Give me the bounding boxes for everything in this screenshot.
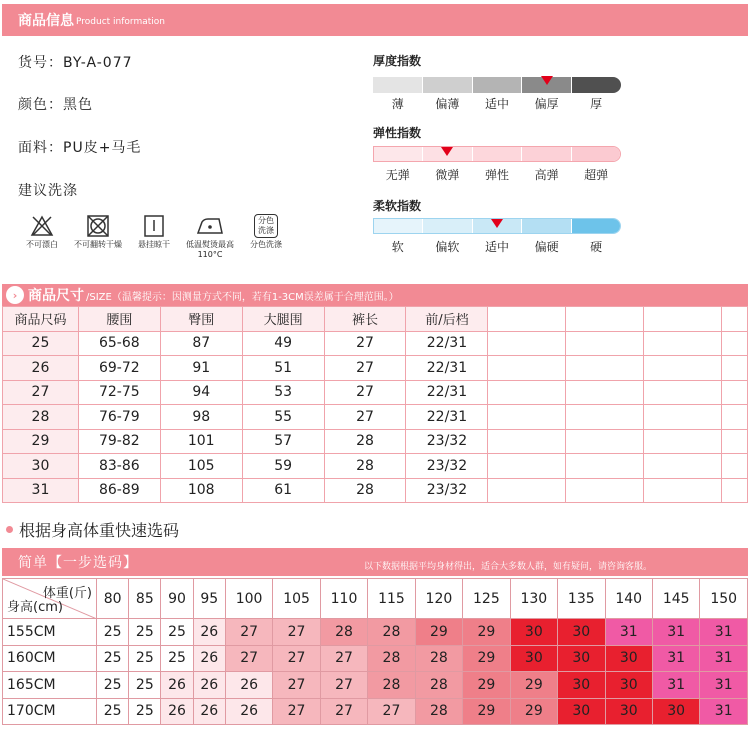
- size-column-header: 大腿围: [242, 307, 324, 332]
- size-cell: 98: [160, 405, 242, 430]
- index-label: 偏软: [435, 240, 460, 254]
- index-label: 高弹: [534, 168, 559, 182]
- index-label: 硬: [590, 240, 603, 254]
- size-result-cell: 28: [415, 672, 462, 699]
- index-segment: [572, 147, 620, 161]
- table-row: [3, 429, 748, 454]
- thickness-marker-icon: [541, 76, 553, 85]
- size-cell: 28: [324, 478, 406, 503]
- size-result-cell: 31: [652, 645, 699, 672]
- size-column-header: [566, 307, 644, 332]
- size-result-cell: 29: [510, 672, 557, 699]
- no-tumble-dry-icon: [85, 214, 111, 238]
- softness-index-title: 柔软指数: [373, 199, 422, 213]
- table-row: [3, 645, 748, 672]
- separate-wash-icon: 分色洗涤: [254, 214, 278, 238]
- item-number: 货号：BY-A-077: [18, 55, 133, 71]
- index-label: 适中: [484, 240, 509, 254]
- size-result-cell: 30: [652, 698, 699, 725]
- care-label: 悬挂晾干: [138, 240, 170, 249]
- size-cell: [566, 429, 644, 454]
- size-header: [2, 284, 748, 306]
- care-icons: [14, 214, 294, 260]
- size-result-cell: 28: [368, 619, 415, 646]
- size-result-cell: 25: [129, 645, 161, 672]
- size-column-header: 商品尺码: [3, 307, 79, 332]
- size-result-cell: 29: [463, 698, 510, 725]
- size-result-cell: 30: [605, 672, 652, 699]
- size-cell: [644, 429, 722, 454]
- size-cell: 29: [3, 429, 79, 454]
- table-row: [3, 454, 748, 479]
- weight-cell: 150: [700, 579, 748, 619]
- size-cell: 51: [242, 356, 324, 381]
- size-result-cell: 27: [225, 645, 272, 672]
- size-cell: [566, 478, 644, 503]
- hang-dry-icon: [141, 214, 167, 238]
- size-cell: [488, 356, 566, 381]
- care-label: 不可翻转干燥: [74, 240, 122, 249]
- size-cell: 23/32: [406, 429, 488, 454]
- size-result-cell: 27: [273, 672, 320, 699]
- size-cell: [488, 429, 566, 454]
- size-cell: 83-86: [78, 454, 160, 479]
- product-info-subtitle: Product information: [76, 17, 165, 27]
- item-material: 面料：PU皮+马毛: [18, 140, 142, 156]
- care-item-no-bleach: [14, 214, 70, 260]
- elasticity-index-bar: [373, 146, 621, 162]
- index-segment: [373, 77, 423, 93]
- size-result-cell: 30: [605, 645, 652, 672]
- size-result-cell: 29: [510, 698, 557, 725]
- table-row: [3, 356, 748, 381]
- quick-select-bar: [2, 548, 748, 576]
- low-iron-icon: [195, 214, 225, 238]
- size-cell: [644, 478, 722, 503]
- weight-cell: 95: [193, 579, 225, 619]
- size-cell: 28: [3, 405, 79, 430]
- size-cell: [721, 356, 747, 381]
- height-cell: 155CM: [3, 619, 97, 646]
- height-cell: 170CM: [3, 698, 97, 725]
- size-result-cell: 28: [415, 698, 462, 725]
- index-segment: [572, 219, 620, 233]
- size-column-header: [721, 307, 747, 332]
- weight-cell: 105: [273, 579, 320, 619]
- weight-cell: 125: [463, 579, 510, 619]
- size-cell: [488, 454, 566, 479]
- weight-cell: 120: [415, 579, 462, 619]
- size-cell: 23/32: [406, 454, 488, 479]
- size-result-cell: 27: [320, 698, 367, 725]
- height-cell: 160CM: [3, 645, 97, 672]
- size-column-header: [644, 307, 722, 332]
- size-result-cell: 30: [605, 698, 652, 725]
- product-info-title: 商品信息: [18, 13, 74, 29]
- size-cell: 27: [324, 380, 406, 405]
- size-cell: [721, 478, 747, 503]
- index-segment: [473, 147, 522, 161]
- weight-cell: 90: [161, 579, 193, 619]
- size-cell: [644, 356, 722, 381]
- size-cell: [566, 405, 644, 430]
- table-row: [3, 698, 748, 725]
- index-label: 无弹: [385, 168, 410, 182]
- size-cell: 91: [160, 356, 242, 381]
- table-row: [3, 380, 748, 405]
- size-cell: 30: [3, 454, 79, 479]
- size-cell: [644, 380, 722, 405]
- elasticity-index-title: 弹性指数: [373, 126, 422, 140]
- elasticity-index-labels: [373, 166, 621, 183]
- size-cell: 22/31: [406, 331, 488, 356]
- size-cell: [566, 331, 644, 356]
- thickness-index-title: 厚度指数: [373, 54, 422, 68]
- size-result-cell: 27: [368, 698, 415, 725]
- weight-cell: 145: [652, 579, 699, 619]
- size-cell: 76-79: [78, 405, 160, 430]
- size-cell: 25: [3, 331, 79, 356]
- size-cell: 61: [242, 478, 324, 503]
- size-cell: 23/32: [406, 478, 488, 503]
- size-column-header: 裤长: [324, 307, 406, 332]
- size-result-cell: 31: [652, 672, 699, 699]
- index-segment: [423, 77, 473, 93]
- size-result-cell: 27: [273, 619, 320, 646]
- thickness-index-bar: [373, 77, 621, 93]
- size-cell: 27: [324, 405, 406, 430]
- size-cell: 27: [324, 356, 406, 381]
- size-cell: [488, 380, 566, 405]
- bullet-icon: [6, 526, 13, 533]
- size-result-cell: 26: [161, 698, 193, 725]
- weight-cell: 85: [129, 579, 161, 619]
- size-table: [2, 306, 748, 503]
- table-corner: [3, 579, 97, 619]
- size-result-cell: 25: [97, 698, 129, 725]
- size-note: /SIZE（温馨提示：因测量方式不同，若有1-3CM误差属于合理范围。）: [86, 291, 399, 303]
- size-cell: 57: [242, 429, 324, 454]
- weight-cell: 130: [510, 579, 557, 619]
- size-result-cell: 30: [510, 645, 557, 672]
- size-cell: 108: [160, 478, 242, 503]
- size-cell: [644, 331, 722, 356]
- size-cell: [721, 331, 747, 356]
- care-label: 不可漂白: [26, 240, 58, 249]
- table-row: [3, 478, 748, 503]
- size-result-cell: 25: [97, 672, 129, 699]
- size-cell: 105: [160, 454, 242, 479]
- size-result-cell: 31: [652, 619, 699, 646]
- size-cell: 79-82: [78, 429, 160, 454]
- index-label: 超弹: [584, 168, 609, 182]
- size-cell: [644, 454, 722, 479]
- product-info-header: [2, 4, 748, 36]
- size-column-header: [488, 307, 566, 332]
- size-result-cell: 26: [225, 698, 272, 725]
- index-label: 厚: [590, 97, 603, 111]
- index-label: 偏硬: [534, 240, 559, 254]
- size-cell: 72-75: [78, 380, 160, 405]
- weight-cell: 135: [558, 579, 605, 619]
- size-cell: 86-89: [78, 478, 160, 503]
- size-result-cell: 26: [193, 698, 225, 725]
- index-segment: [522, 147, 571, 161]
- size-result-cell: 27: [273, 698, 320, 725]
- size-result-cell: 25: [97, 645, 129, 672]
- size-cell: 49: [242, 331, 324, 356]
- quick-select-title-text: 根据身高体重快速选码: [19, 521, 180, 540]
- care-item-no-tumble-dry: [70, 214, 126, 260]
- index-segment: [522, 219, 571, 233]
- size-cell: [721, 429, 747, 454]
- size-result-cell: 30: [558, 698, 605, 725]
- size-cell: 59: [242, 454, 324, 479]
- care-item-hang-dry: [126, 214, 182, 260]
- size-cell: 27: [3, 380, 79, 405]
- weight-cell: 110: [320, 579, 367, 619]
- size-cell: 22/31: [406, 405, 488, 430]
- size-result-cell: 28: [415, 645, 462, 672]
- softness-marker-icon: [491, 219, 503, 228]
- size-result-cell: 30: [558, 619, 605, 646]
- index-label: 微弹: [435, 168, 460, 182]
- size-result-cell: 30: [510, 619, 557, 646]
- index-label: 偏厚: [534, 97, 559, 111]
- index-label: 软: [391, 240, 404, 254]
- size-result-cell: 31: [700, 645, 748, 672]
- size-result-cell: 28: [368, 672, 415, 699]
- size-result-cell: 31: [700, 698, 748, 725]
- height-label: 身高(cm): [7, 600, 63, 615]
- size-result-cell: 31: [605, 619, 652, 646]
- size-result-cell: 27: [320, 672, 367, 699]
- size-cell: 55: [242, 405, 324, 430]
- thickness-index-labels: [373, 95, 621, 112]
- size-result-cell: 29: [415, 619, 462, 646]
- size-result-cell: 25: [97, 619, 129, 646]
- size-result-cell: 25: [129, 619, 161, 646]
- size-cell: 28: [324, 429, 406, 454]
- quick-select-table: [2, 578, 748, 725]
- size-cell: 31: [3, 478, 79, 503]
- size-cell: 94: [160, 380, 242, 405]
- softness-index-labels: [373, 238, 621, 255]
- weight-cell: 100: [225, 579, 272, 619]
- care-label: 分色洗涤: [250, 240, 282, 249]
- table-row: [3, 672, 748, 699]
- care-item-separate-wash: [238, 214, 294, 260]
- weight-label: 体重(斤): [42, 586, 92, 601]
- size-result-cell: 26: [193, 645, 225, 672]
- size-cell: [488, 478, 566, 503]
- size-header-row: [3, 307, 748, 332]
- size-column-header: 臀围: [160, 307, 242, 332]
- size-result-cell: 26: [193, 672, 225, 699]
- quick-select-label: 简单【一步选码】: [18, 555, 138, 571]
- size-cell: [566, 356, 644, 381]
- size-result-cell: 26: [225, 672, 272, 699]
- size-result-cell: 28: [320, 619, 367, 646]
- size-result-cell: 25: [161, 619, 193, 646]
- size-result-cell: 29: [463, 619, 510, 646]
- weight-row: [3, 579, 748, 619]
- quick-select-title: [6, 518, 179, 541]
- size-cell: [721, 405, 747, 430]
- size-cell: 26: [3, 356, 79, 381]
- index-label: 适中: [484, 97, 509, 111]
- index-segment: [423, 219, 472, 233]
- size-cell: 22/31: [406, 380, 488, 405]
- index-segment: [572, 77, 621, 93]
- size-cell: 28: [324, 454, 406, 479]
- index-segment: [473, 77, 523, 93]
- size-result-cell: 27: [273, 645, 320, 672]
- size-cell: 101: [160, 429, 242, 454]
- size-cell: 69-72: [78, 356, 160, 381]
- index-segment: [374, 219, 423, 233]
- size-cell: 22/31: [406, 356, 488, 381]
- size-cell: [566, 454, 644, 479]
- no-bleach-icon: [29, 214, 55, 238]
- size-column-header: 腰围: [78, 307, 160, 332]
- quick-select-note: 以下数据根据平均身材得出，适合大多数人群，如有疑问，请咨询客服。: [363, 561, 652, 572]
- height-cell: 165CM: [3, 672, 97, 699]
- size-cell: [721, 454, 747, 479]
- weight-cell: 80: [97, 579, 129, 619]
- index-label: 偏薄: [435, 97, 460, 111]
- size-cell: 65-68: [78, 331, 160, 356]
- care-label: 低温熨烫最高110°C: [186, 240, 234, 259]
- size-result-cell: 30: [558, 645, 605, 672]
- size-cell: [566, 380, 644, 405]
- size-result-cell: 28: [368, 645, 415, 672]
- size-title: 商品尺寸: [28, 288, 84, 304]
- size-result-cell: 27: [320, 645, 367, 672]
- weight-cell: 115: [368, 579, 415, 619]
- size-result-cell: 29: [463, 645, 510, 672]
- size-result-cell: 27: [225, 619, 272, 646]
- index-label: 弹性: [484, 168, 509, 182]
- size-result-cell: 29: [463, 672, 510, 699]
- size-cell: 27: [324, 331, 406, 356]
- size-result-cell: 26: [161, 672, 193, 699]
- chevron-right-icon: ›: [6, 286, 24, 304]
- index-segment: [374, 147, 423, 161]
- size-result-cell: 30: [558, 672, 605, 699]
- size-result-cell: 25: [129, 698, 161, 725]
- table-row: [3, 331, 748, 356]
- size-result-cell: 31: [700, 672, 748, 699]
- weight-cell: 140: [605, 579, 652, 619]
- elasticity-marker-icon: [441, 147, 453, 156]
- size-column-header: 前/后档: [406, 307, 488, 332]
- size-cell: 53: [242, 380, 324, 405]
- size-result-cell: 26: [193, 619, 225, 646]
- size-result-cell: 25: [161, 645, 193, 672]
- wash-title: 建议洗涤: [18, 183, 78, 199]
- size-cell: [644, 405, 722, 430]
- size-result-cell: 25: [129, 672, 161, 699]
- item-color: 颜色：黑色: [18, 97, 93, 113]
- size-cell: [721, 380, 747, 405]
- size-cell: [488, 405, 566, 430]
- size-result-cell: 31: [700, 619, 748, 646]
- table-row: [3, 619, 748, 646]
- index-label: 薄: [391, 97, 404, 111]
- table-row: [3, 405, 748, 430]
- care-item-low-iron: [182, 214, 238, 260]
- size-cell: 87: [160, 331, 242, 356]
- size-cell: [488, 331, 566, 356]
